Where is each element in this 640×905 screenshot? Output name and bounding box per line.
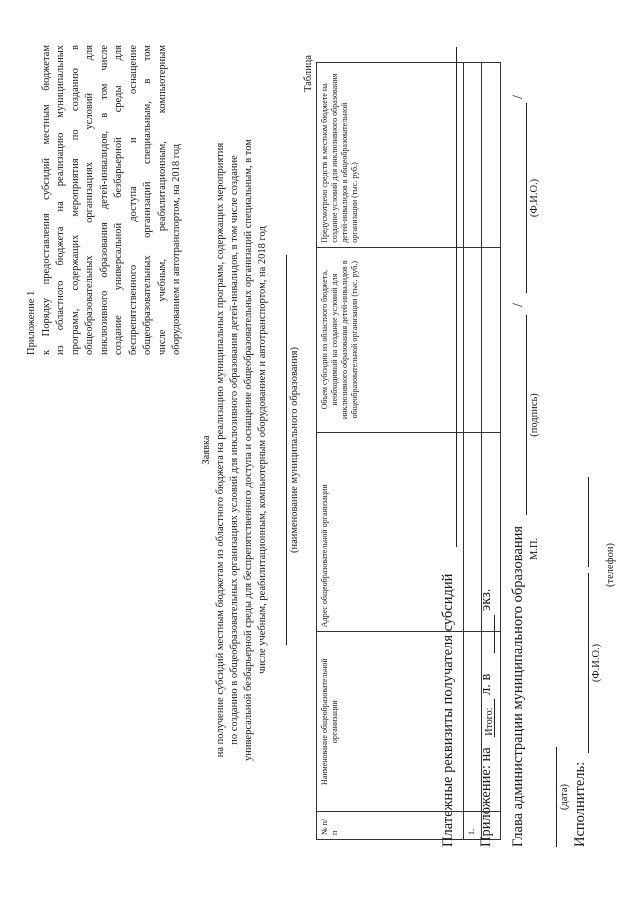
table-header-cell: Объем субсидии из областного бюджета, необходимый на создание условий для инклюзивного образования детей-инвалидов в общеобразовательной организации (тыс. руб.) — [317, 247, 464, 432]
table-cell — [464, 63, 482, 248]
table-header-cell: № п/п — [317, 812, 464, 840]
head-label: Глава администрации муниципального образования — [510, 525, 526, 847]
executor-name-line — [588, 573, 589, 753]
appendix-line: из областного бюджета на реализацию муниципальных — [55, 45, 66, 355]
table-row — [464, 63, 482, 840]
signature-caption: (подпись) — [529, 393, 540, 437]
executor-phone-line — [588, 477, 589, 567]
appendix-line: беспрепятственного доступа и оснащение — [127, 45, 139, 355]
application-title: Заявка — [201, 435, 212, 465]
date-line — [556, 747, 557, 847]
appendix-line: инклюзивного образования детей-инвалидов, в том числе — [98, 45, 110, 355]
appendix-line: оборудованием и автотранспортом, на 2018 год — [171, 143, 182, 355]
attachment-suffix: экз. — [478, 588, 494, 611]
table-cell — [464, 247, 482, 432]
attachment-copies-line — [494, 615, 495, 653]
executor-label: Исполнитель: — [572, 761, 588, 847]
municipality-caption: (наименование муниципального образования) — [289, 346, 300, 554]
table-cell — [482, 247, 501, 432]
table-total-row — [482, 63, 501, 840]
appendix-line: к Порядку предоставления субсидий местным бюджетам — [40, 45, 52, 355]
attachment-mid: л. в — [478, 673, 494, 695]
signature-line — [526, 315, 527, 515]
attachment-pages-line — [494, 699, 495, 737]
application-line: по созданию в общеобразовательных организациях условий для инклюзивного образования детей-инвалидов, в том числе создание — [229, 155, 240, 745]
application-line: числе учебным, реабилитационным, компьютерным оборудованием и автотранспортом, на 2018 год — [257, 226, 268, 674]
municipality-line — [286, 255, 287, 645]
table-header-cell: Адрес общеобразовательной организации — [317, 432, 464, 632]
application-line: на получение субсидий местным бюджетам из областного бюджета на реализацию муниципальных программ, содержащих мероприятия — [215, 142, 226, 758]
appendix-title: Приложение 1 — [26, 290, 37, 355]
table-header-cell: Наименование общеобразовательной организации — [317, 632, 464, 812]
slash: / — [510, 94, 526, 99]
table-total-label: Итого: — [482, 632, 501, 812]
appendix-block — [25, 45, 185, 355]
name-caption: (Ф.И.О.) — [529, 178, 540, 218]
application-line: универсальной безбарьерной среды для беспрепятственного доступа и оснащение общеобразовательных организаций специальным, в том — [243, 139, 254, 761]
date-caption: (дата) — [559, 783, 570, 811]
mp-label: М.П. — [529, 537, 540, 560]
table-header-cell: Предусмотрено средств в местном бюджете на создание условий для инклюзивного образования детей-инвалидов в общеобразовательной организации (тыс. руб.) — [317, 63, 464, 248]
executor-name-caption: (Ф.И.О.) — [591, 643, 602, 683]
subsidy-table — [316, 62, 501, 840]
payment-details-line — [456, 47, 457, 547]
appendix-line: программ, содержащих мероприятия по созданию в — [69, 45, 81, 355]
appendix-line: создание универсальной безбарьерной среды для — [113, 45, 124, 355]
appendix-line: общеобразовательных организаций специальным, в том — [142, 45, 153, 355]
name-line — [526, 103, 527, 293]
executor-phone-caption: (телефон) — [605, 543, 616, 587]
table-cell: 1. — [464, 812, 482, 840]
attachment-prefix: Приложение: на — [478, 747, 494, 847]
payment-details-label: Платежные реквизиты получателя субсидий — [440, 573, 456, 847]
slash: / — [510, 302, 526, 307]
appendix-line: числе учебным, реабилитационным, компьютерным — [156, 45, 168, 355]
table-label: Таблица — [303, 55, 314, 93]
table-cell — [482, 63, 501, 248]
application-body — [214, 55, 270, 845]
appendix-line: общеобразовательных организациях условий для — [84, 45, 95, 355]
